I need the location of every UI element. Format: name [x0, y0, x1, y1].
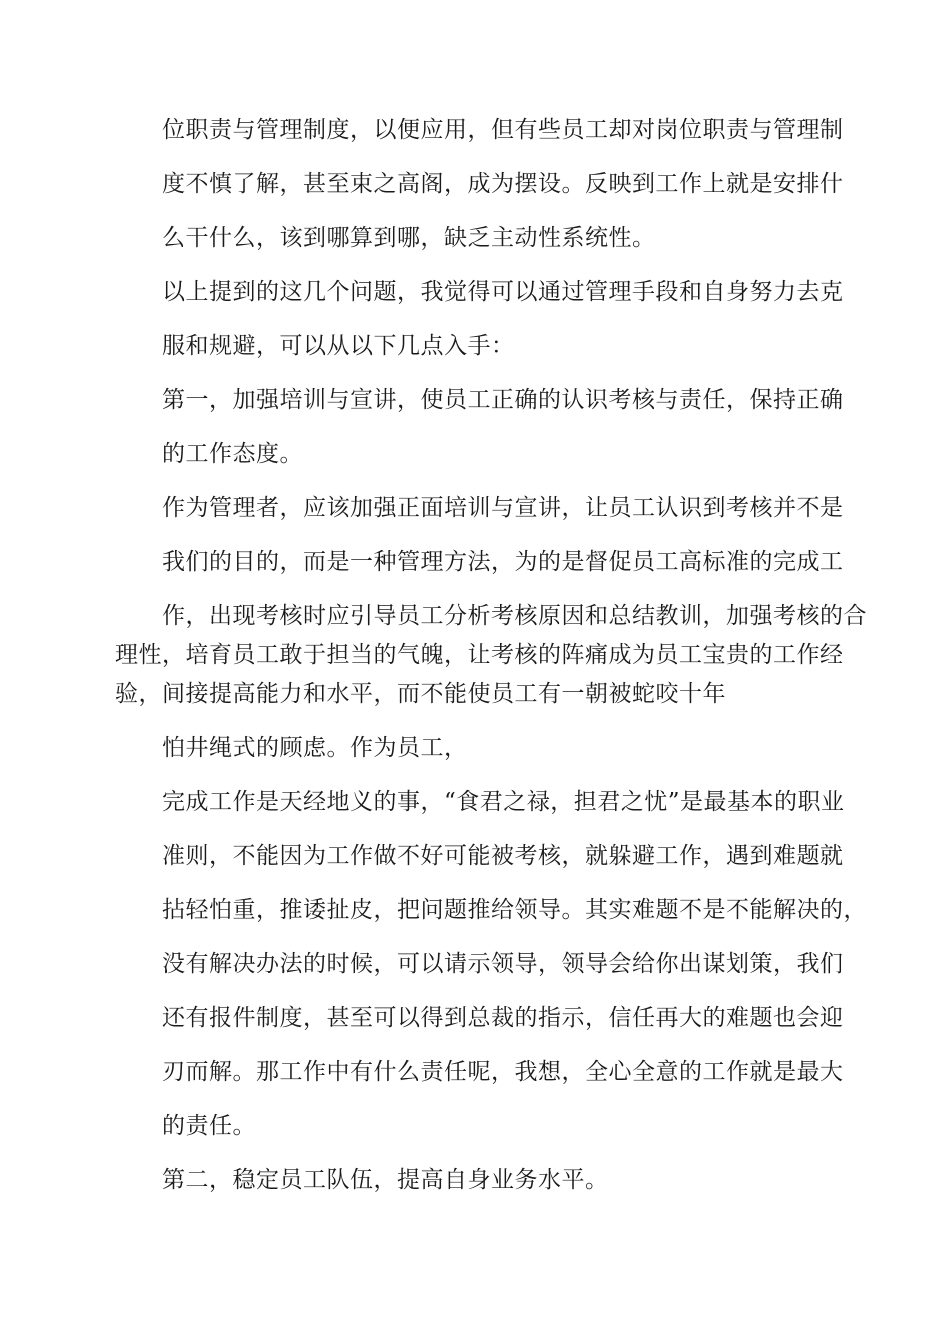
text-line: 么干什么，该到哪算到哪，缺乏主动性系统性。 [162, 225, 656, 251]
text-line: 完成工作是天经地义的事，“食君之禄，担君之忧”是最基本的职业 [162, 789, 845, 815]
text-line: 度不慎了解，甚至束之高阁，成为摆设。反映到工作上就是安排什 [162, 171, 844, 197]
section-heading: 第二，稳定员工队伍，提高自身业务水平。 [162, 1167, 609, 1193]
text-line: 位职责与管理制度，以便应用，但有些员工却对岗位职责与管理制 [162, 117, 844, 143]
text-line: 以上提到的这几个问题，我觉得可以通过管理手段和自身努力去克 [162, 279, 844, 305]
text-line: 作，出现考核时应引导员工分析考核原因和总结教训，加强考核的合 [162, 603, 867, 629]
text-line: 我们的目的，而是一种管理方法，为的是督促员工高标准的完成工 [162, 549, 844, 575]
text-line: 服和规避，可以从以下几点入手： [162, 333, 515, 359]
text-line: 作为管理者，应该加强正面培训与宣讲，让员工认识到考核并不是 [162, 495, 844, 521]
text-line: 没有解决办法的时候，可以请示领导，领导会给你出谋划策，我们 [162, 951, 844, 977]
text-line: 准则，不能因为工作做不好可能被考核，就躲避工作，遇到难题就 [162, 843, 844, 869]
text-line: 的责任。 [162, 1113, 256, 1139]
text-line: 刃而解。那工作中有什么责任呢，我想，全心全意的工作就是最大 [162, 1059, 844, 1085]
text-line: 理性，培育员工敢于担当的气魄，让考核的阵痛成为员工宝贵的工作经 [115, 642, 844, 668]
text-line: 怕井绳式的顾虑。作为员工， [162, 735, 468, 761]
text-line: 还有报件制度，甚至可以得到总裁的指示，信任再大的难题也会迎 [162, 1005, 844, 1031]
section-heading: 第一，加强培训与宣讲，使员工正确的认识考核与责任，保持正确 [162, 387, 844, 413]
text-line: 的工作态度。 [162, 441, 303, 467]
text-line: 拈轻怕重，推诿扯皮，把问题推给领导。其实难题不是不能解决的， [162, 897, 867, 923]
text-line: 验，间接提高能力和水平，而不能使员工有一朝被蛇咬十年 [115, 681, 726, 707]
